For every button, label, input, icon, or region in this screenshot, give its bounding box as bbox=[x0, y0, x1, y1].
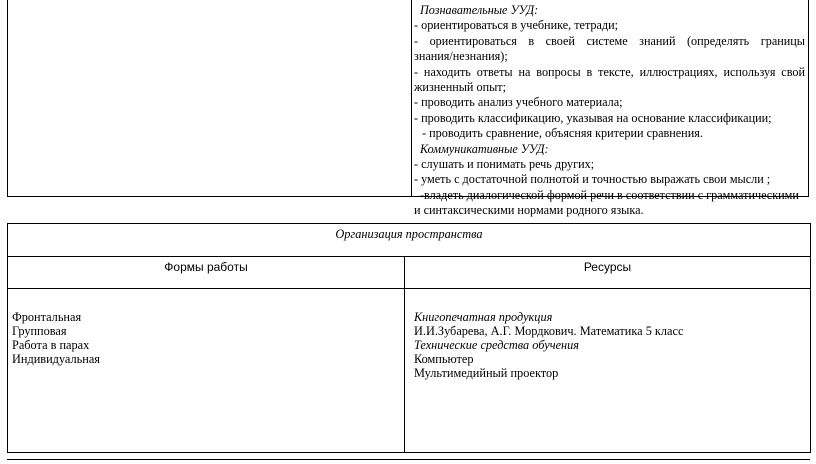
resources-list bbox=[414, 310, 683, 380]
resource-item: И.И.Зубарева, А.Г. Мордкович. Математика 5 класс bbox=[414, 324, 684, 338]
organization-table bbox=[7, 223, 811, 453]
form-item: Фронтальная bbox=[12, 310, 82, 324]
form-item: Работа в парах bbox=[12, 338, 90, 352]
uud-item: жизненный опыт; bbox=[414, 80, 507, 95]
cognitive-uud-heading: Познавательные УУД: bbox=[420, 3, 539, 17]
forms-header: Формы работы bbox=[164, 260, 248, 274]
uud-item: - уметь с достаточной полнотой и точностью выражать свои мысли ; bbox=[414, 172, 771, 187]
technical-means-heading: Технические средства обучения bbox=[414, 338, 579, 352]
forms-list bbox=[12, 310, 100, 366]
uud-item: - проводить классификацию, указывая на основание классификации; bbox=[414, 110, 772, 125]
column-divider bbox=[404, 256, 405, 452]
uud-item: - проводить сравнение, объясняя критерии сравнения. bbox=[422, 126, 703, 141]
column-divider bbox=[411, 0, 412, 196]
uud-item: -владеть диалогической формой речи в соответствии с грамматическими bbox=[420, 187, 799, 202]
uud-item: и синтаксическими нормами родного языка. bbox=[414, 203, 644, 218]
form-item: Индивидуальная bbox=[12, 352, 100, 366]
row-divider bbox=[8, 288, 810, 289]
row-divider bbox=[8, 256, 810, 257]
uud-item: - находить ответы на вопросы в тексте, иллюстрациях, используя свой bbox=[414, 64, 805, 79]
uud-item: - ориентироваться в учебнике, тетради; bbox=[414, 18, 619, 33]
form-item: Групповая bbox=[12, 324, 67, 338]
communicative-uud-heading: Коммуникативные УУД: bbox=[420, 141, 549, 156]
uud-item: знания/незнания); bbox=[414, 49, 508, 64]
printed-products-heading: Книгопечатная продукция bbox=[414, 310, 553, 324]
organization-title: Организация пространства bbox=[335, 227, 483, 241]
uud-item: - ориентироваться в своей системе знаний (определять границы bbox=[414, 33, 805, 48]
resource-item: Компьютер bbox=[414, 352, 474, 366]
uud-item: - слушать и понимать речь других; bbox=[414, 157, 595, 172]
resource-item: Мультимедийный проектор bbox=[414, 366, 559, 380]
page-bottom-rule bbox=[7, 459, 810, 460]
uud-item: - проводить анализ учебного материала; bbox=[414, 95, 623, 110]
resources-header: Ресурсы bbox=[583, 260, 632, 274]
uud-cell bbox=[414, 3, 805, 219]
